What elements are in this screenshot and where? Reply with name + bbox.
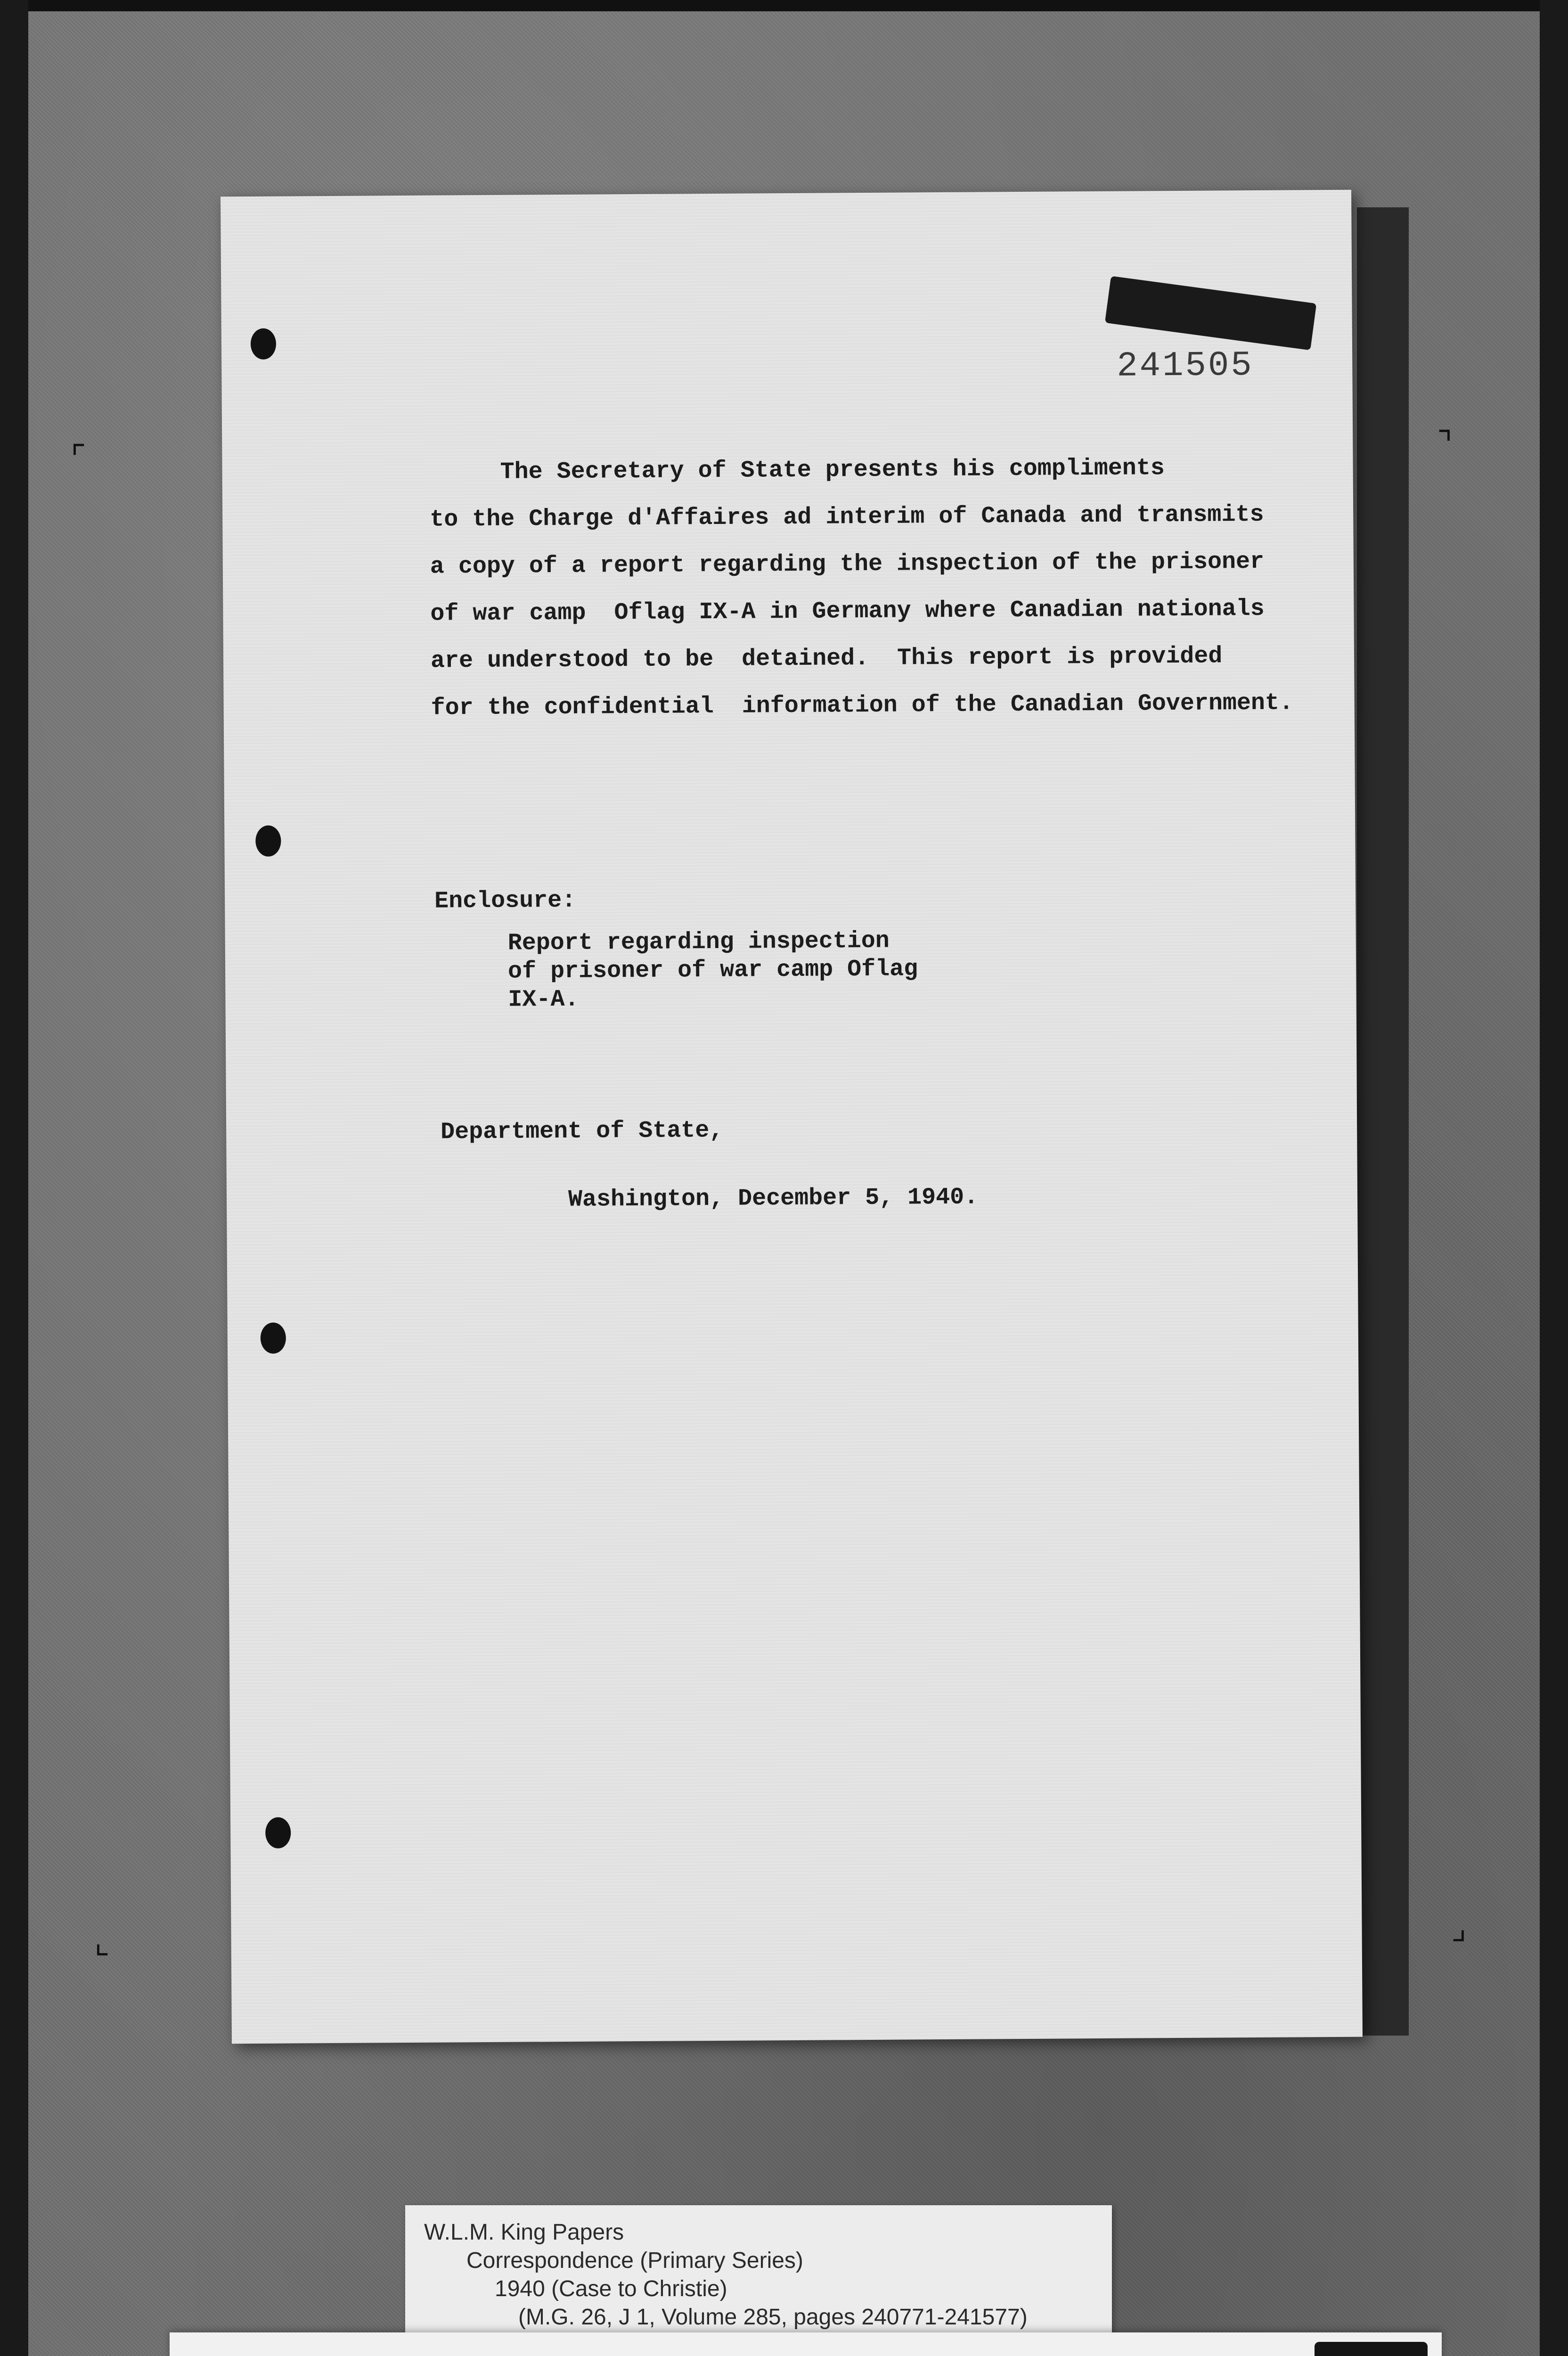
film-frame-left — [0, 0, 28, 2356]
body-line-1: The Secretary of State presents his compliments — [429, 455, 1165, 486]
enclosure-line-1: Report regarding inspection — [507, 927, 890, 957]
enclosure-line-2: of prisoner of war camp Oflag — [507, 956, 918, 985]
archives-canada-emblem-icon — [1315, 2342, 1428, 2356]
body-line-6: for the confidential information of the Canadian Government. — [431, 689, 1294, 722]
ref-line-2: Correspondence (Primary Series) — [466, 2248, 803, 2273]
punch-hole-3 — [261, 1323, 286, 1354]
reference-slip — [405, 2205, 1112, 2342]
sheet-shadow — [1357, 207, 1409, 2036]
archives-label — [170, 2332, 1442, 2356]
ref-line-4: (M.G. 26, J 1, Volume 285, pages 240771-241577) — [518, 2305, 1028, 2330]
ref-line-3: 1940 (Case to Christie) — [495, 2276, 727, 2301]
registration-mark-top-right: ⌝ — [1437, 424, 1453, 463]
place-date-line: Washington, December 5, 1940. — [568, 1184, 979, 1213]
body-line-2: to the Charge d'Affaires ad interim of Canada and transmits — [430, 501, 1264, 533]
punch-hole-1 — [251, 328, 276, 360]
enclosure-line-3: IX-A. — [508, 986, 579, 1014]
punch-hole-2 — [255, 826, 281, 857]
document-sheet — [220, 190, 1363, 2044]
enclosure-heading: Enclosure: — [434, 887, 576, 915]
document-number: 241505 — [1117, 345, 1254, 386]
film-frame-right — [1540, 0, 1568, 2356]
body-line-3: a copy of a report regarding the inspection of the prisoner — [430, 548, 1265, 581]
body-line-5: are understood to be detained. This report is provided — [430, 643, 1223, 675]
registration-mark-bottom-right: ⌟ — [1451, 1908, 1467, 1947]
film-frame-top — [0, 0, 1568, 11]
department-line: Department of State, — [441, 1117, 724, 1146]
ref-line-1: W.L.M. King Papers — [424, 2220, 624, 2245]
registration-mark-top-left: ⌜ — [71, 438, 86, 477]
ink-stamp-bar — [1105, 276, 1316, 351]
punch-hole-4 — [265, 1817, 291, 1849]
registration-mark-bottom-left: ⌞ — [94, 1922, 110, 1961]
body-line-4: of war camp Oflag IX-A in Germany where Canadian nationals — [430, 595, 1265, 628]
